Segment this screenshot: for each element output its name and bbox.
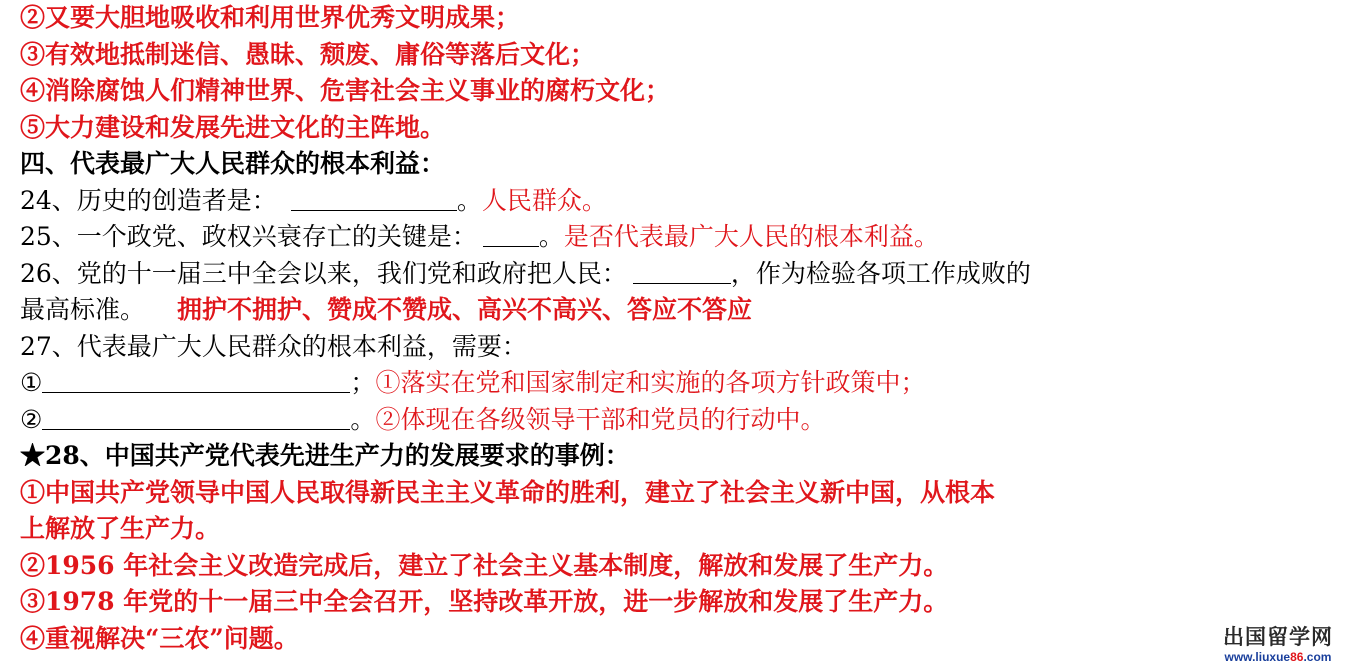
item-marker: ② xyxy=(20,404,43,434)
item-marker: ① xyxy=(20,368,43,397)
watermark-url-main: www.liuxue xyxy=(1224,650,1291,664)
punctuation: 。 xyxy=(350,404,376,434)
question-26 xyxy=(20,256,1200,293)
punctuation: ； xyxy=(350,368,376,397)
question-24-text: 24、历史的创造者是： xyxy=(20,185,277,215)
question-27-item-2 xyxy=(20,402,1200,439)
question-24 xyxy=(20,183,1200,220)
answer-blank xyxy=(42,368,350,393)
question-26-text: 26、党的十一届三中全会以来，我们党和政府把人民： xyxy=(20,258,627,288)
question-25-answer: 是否代表最广大人民的根本利益。 xyxy=(563,222,939,251)
question-26-continued xyxy=(20,292,1200,329)
punctuation: 。 xyxy=(456,185,482,215)
question-24-answer: 人民群众。 xyxy=(481,185,607,215)
question-28: ★28、中国共产党代表先进生产力的发展要求的事例： xyxy=(20,441,630,470)
question-25-text: 25、一个政党、政权兴衰存亡的关键是： xyxy=(20,222,477,251)
question-28-example-2: ②1956 年社会主义改造完成后，建立了社会主义基本制度，解放和发展了生产力。 xyxy=(20,550,949,580)
question-28-example-4: ④重视解决“三农”问题。 xyxy=(20,623,299,653)
question-28-example-1-continued: 上解放了生产力。 xyxy=(20,514,221,543)
answer-blank xyxy=(42,405,350,430)
question-27: 27、代表最广大人民群众的根本利益，需要： xyxy=(20,331,527,361)
point-2-line: ②又要大胆地吸收和利用世界优秀文明成果； xyxy=(20,3,521,32)
question-27-item-1 xyxy=(20,365,1200,402)
site-watermark xyxy=(1223,626,1333,664)
question-25 xyxy=(20,219,1200,256)
section-heading-4: 四、代表最广大人民群众的根本利益： xyxy=(20,149,446,178)
point-4-line: ④消除腐蚀人们精神世界、危害社会主义事业的腐朽文化； xyxy=(20,76,671,105)
answer-blank xyxy=(291,186,457,211)
question-27-answer-2: ②体现在各级领导干部和党员的行动中。 xyxy=(375,404,826,434)
question-28-example-1: ①中国共产党领导中国人民取得新民主主义革命的胜利，建立了社会主义新中国，从根本 xyxy=(20,477,996,507)
watermark-title: 出国留学网 xyxy=(1223,626,1333,649)
question-27-answer-1: ①落实在党和国家制定和实施的各项方针政策中； xyxy=(375,368,926,397)
point-3-line: ③有效地抵制迷信、愚昧、颓废、庸俗等落后文化； xyxy=(20,39,596,69)
question-28-example-3: ③1978 年党的十一届三中全会召开，坚持改革开放，进一步解放和发展了生产力。 xyxy=(20,587,949,616)
question-26-cont-text: 最高标准。 xyxy=(20,295,146,324)
watermark-url xyxy=(1223,650,1333,664)
document-body xyxy=(20,0,1200,657)
answer-blank xyxy=(483,222,539,247)
watermark-url-accent: 86 xyxy=(1290,650,1304,664)
watermark-url-tail: .com xyxy=(1303,650,1332,664)
question-26-suffix: ，作为检验各项工作成败的 xyxy=(730,258,1031,288)
punctuation: 。 xyxy=(538,222,564,251)
question-26-answer: 拥护不拥护、赞成不赞成、高兴不高兴、答应不答应 xyxy=(177,295,753,324)
point-5-line: ⑤大力建设和发展先进文化的主阵地。 xyxy=(20,112,446,142)
answer-blank xyxy=(633,259,731,284)
